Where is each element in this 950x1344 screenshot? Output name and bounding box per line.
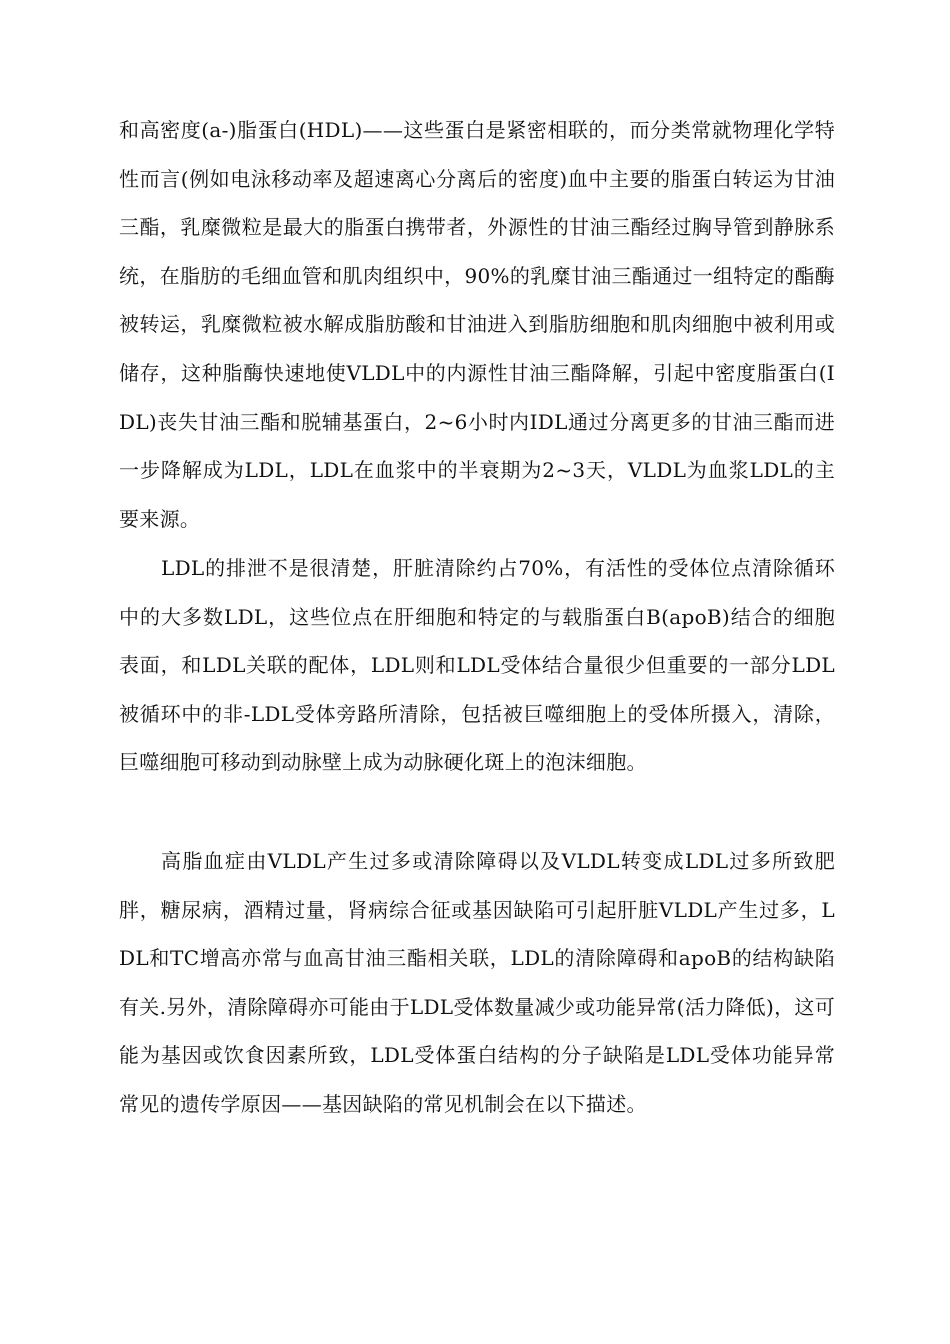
paragraph-lipoprotein-transport: 和高密度(a-)脂蛋白(HDL)——这些蛋白是紧密相联的，而分类常就物理化学特性而言(例如电泳移动率及超速离心分离后的密度)血中主要的脂蛋白转运为甘油三酯，乳糜微粒是最大的脂蛋白携带者，外源性的甘油三酯经过胸导管到静脉系统，在脂肪的毛细血管和肌肉组织中，90%的乳糜甘油三酯通过一组特定的酯酶被转运，乳糜微粒被水解成脂肪酸和甘油进入到脂肪细胞和肌肉细胞中被利用或储存，这种脂酶快速地使VLDL中的内源性甘油三酯降解，引起中密度脂蛋白(IDL)丧失甘油三酯和脱辅基蛋白，2~6小时内IDL通过分离更多的甘油三酯而进一步降解成为LDL，LDL在血浆中的半衰期为2~3天，VLDL为血浆LDL的主要来源。 <box>119 118 835 531</box>
paragraph-ldl-clearance: LDL的排泄不是很清楚，肝脏清除约占70%，有活性的受体位点清除循环中的大多数LDL，这些位点在肝细胞和特定的与载脂蛋白B(apoB)结合的细胞表面，和LDL关联的配体，LDL则和LDL受体结合量很少但重要的一部分LDL被循环中的非-LDL受体旁路所清除，包括被巨噬细胞上的受体所摄入，清除，巨噬细胞可移动到动脉壁上成为动脉硬化斑上的泡沫细胞。 <box>119 556 835 775</box>
paragraph-hyperlipidemia-causes: 高脂血症由VLDL产生过多或清除障碍以及VLDL转变成LDL过多所致肥胖，糖尿病，酒精过量，肾病综合征或基因缺陷可引起肝脏VLDL产生过多，LDL和TC增高亦常与血高甘油三酯相关联，LDL的清除障碍和apoB的结构缺陷有关.另外，清除障碍亦可能由于LDL受体数量减少或功能异常(活力降低)，这可能为基因或饮食因素所致，LDL受体蛋白结构的分子缺陷是LDL受体功能异常常见的遗传学原因——基因缺陷的常见机制会在以下描述。 <box>119 849 835 1116</box>
